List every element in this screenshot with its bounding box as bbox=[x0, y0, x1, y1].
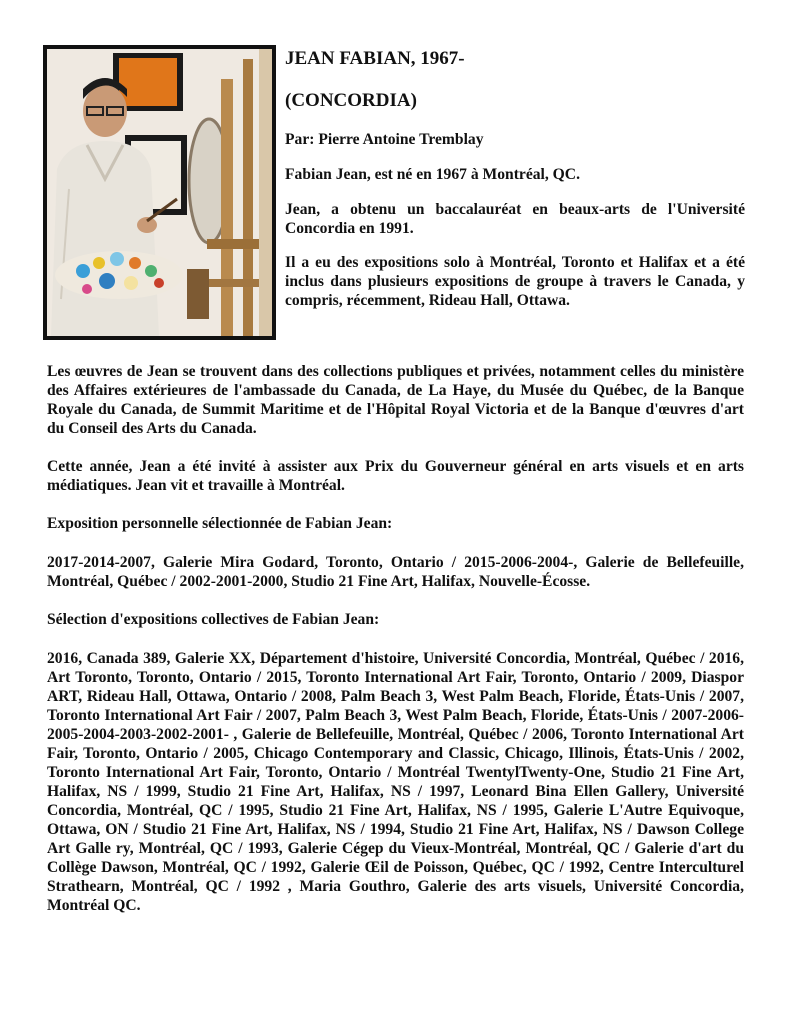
affiliation-subtitle: (CONCORDIA) bbox=[285, 90, 417, 111]
exhibitions-intro-paragraph: Il a eu des expositions solo à Montréal, Toronto et Halifax et a été inclus dans plusieurs expositions de groupe à travers le Canada, y compris, récemment, Rideau Hall, Ottawa. bbox=[285, 254, 745, 309]
solo-exhibitions-heading: Exposition personnelle sélectionnée de Fabian Jean: bbox=[47, 515, 393, 532]
degree-paragraph: Jean, a obtenu un baccalauréat en beaux-arts de l'Université Concordia en 1991. bbox=[285, 201, 745, 237]
artist-portrait-illustration bbox=[47, 49, 272, 336]
birth-paragraph: Fabian Jean, est né en 1967 à Montréal, QC. bbox=[285, 166, 580, 183]
collections-paragraph: Les œuvres de Jean se trouvent dans des collections publiques et privées, notamment celles du ministère des Affaires extérieures de l'ambassade du Canada, de La Haye, du Musée du Québec, de la Banque Royale du Canada, de Summit Maritime et de l'Hôpital Royal Victoria et de la Banque d'œuvres d'art du Conseil des Arts du Canada. bbox=[47, 363, 744, 437]
artist-name-title: JEAN FABIAN, 1967- bbox=[285, 48, 465, 69]
author-byline: Par: Pierre Antoine Tremblay bbox=[285, 131, 484, 148]
this-year-paragraph: Cette année, Jean a été invité à assister aux Prix du Gouverneur général en arts visuels et en arts médiatiques. Jean vit et travaille à Montréal. bbox=[47, 458, 744, 494]
artist-portrait-photo bbox=[43, 45, 276, 340]
group-exhibitions-paragraph: 2016, Canada 389, Galerie XX, Département d'histoire, Université Concordia, Montréal, Québec / 2016, Art Toronto, Toronto, Ontario / 2015, Toronto International Art Fair, Toronto, Ontario / 2009, Diaspor ART, Rideau Hall, Ottawa, Ontario / 2008, Palm Beach 3, West Palm Beach, Floride, États-Unis / 2007, Toronto International Art Fair / 2007, Palm Beach 3, West Palm Beach, Floride, États-Unis / 2007-2006-2005-2004-2003-2002-2001- , Galerie de Bellefeuille, Montréal, Québec / 2006, Toronto International Art Fair, Toronto, Ontario / 2005, Chicago Contemporary and Classic, Chicago, Illinois, États-Unis / 2002, Toronto International Art Fair, Toronto, Ontario / Montréal TwentylTwenty-One, Studio 21 Fine Art, Halifax, NS / 1999, Studio 21 Fine Art, Halifax, NS / 1997, Leonard Bina Ellen Gallery, Université Concordia, Montréal, QC / 1995, Studio 21 Fine Art, Halifax, NS / 1995, Galerie L'Autre Equivoque, Ottawa, ON / Studio 21 Fine Art, Halifax, NS / 1994, Studio 21 Fine Art, Halifax, NS / Dawson College Art Galle ry, Montréal, QC / 1993, Galerie Cégep du Vieux-Montréal, Montréal, QC / Galerie d'art du Collège Dawson, Montréal, QC / 1992, Galerie Œil de Poisson, Québec, QC / 1992, Centre Interculturel Strathearn, Montréal, QC / 1992 , Maria Gouthro, Galerie des arts visuels, Université Concordia, Montréal QC. bbox=[47, 650, 744, 914]
body-column bbox=[47, 362, 744, 934]
solo-exhibitions-paragraph: 2017-2014-2007, Galerie Mira Godard, Toronto, Ontario / 2015-2006-2004-, Galerie de Bellefeuille, Montréal, Québec / 2002-2001-2000, Studio 21 Fine Art, Halifax, Nouvelle-Écosse. bbox=[47, 554, 744, 590]
group-exhibitions-heading: Sélection d'expositions collectives de Fabian Jean: bbox=[47, 611, 380, 628]
header-column bbox=[285, 47, 745, 310]
